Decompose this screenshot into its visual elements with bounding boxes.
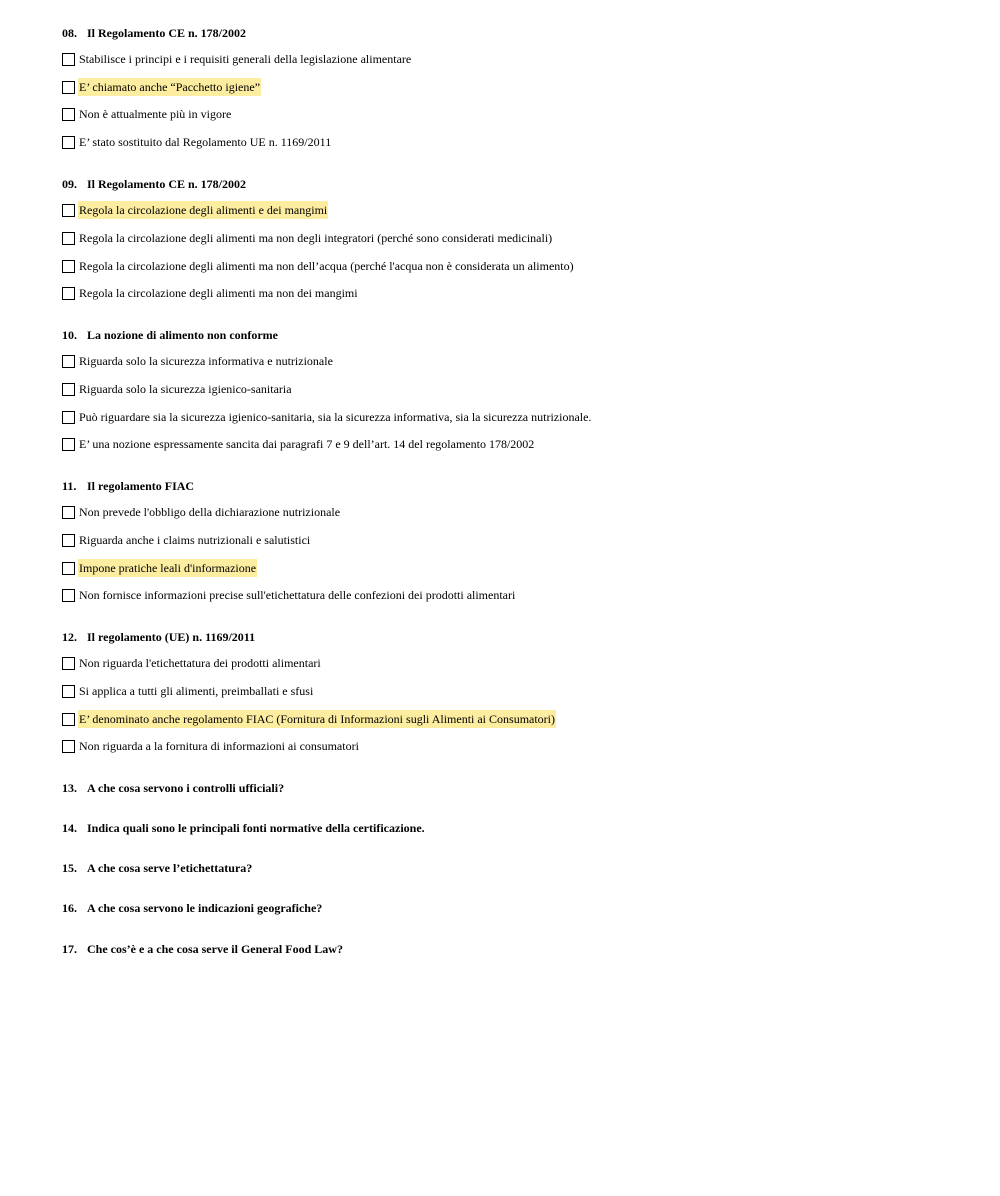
question-number: 15.	[62, 861, 77, 875]
question-title	[62, 941, 343, 957]
answer-checkbox[interactable]	[62, 260, 75, 273]
answer-option-text-highlighted: Regola la circolazione degli alimenti e dei mangimi	[79, 203, 328, 217]
question-number: 16.	[62, 901, 77, 915]
answer-option-text: Può riguardare sia la sicurezza igienico-sanitaria, sia la sicurezza informativa, sia la sicurezza nutrizionale.	[79, 410, 592, 424]
question-title	[62, 900, 322, 916]
question-text: Il Regolamento CE n. 178/2002	[87, 177, 246, 191]
answer-option-text: E’ una nozione espressamente sancita dai paragrafi 7 e 9 dell’art. 14 del regolamento 178/2002	[79, 437, 535, 451]
question-title	[62, 176, 246, 192]
answer-checkbox[interactable]	[62, 383, 75, 396]
question-text: La nozione di alimento non conforme	[87, 328, 278, 342]
answer-option[interactable]	[62, 229, 553, 247]
answer-option[interactable]	[62, 435, 535, 453]
question-text: A che cosa servono i controlli ufficiali?	[87, 781, 285, 795]
question-text: A che cosa servono le indicazioni geografiche?	[87, 901, 323, 915]
question-text: Indica quali sono le principali fonti normative della certificazione.	[87, 821, 425, 835]
answer-checkbox[interactable]	[62, 53, 75, 66]
answer-option[interactable]	[62, 201, 328, 219]
question-number: 12.	[62, 630, 77, 644]
answer-option-text-highlighted: E’ chiamato anche “Pacchetto igiene”	[79, 80, 261, 94]
answer-option[interactable]	[62, 503, 341, 521]
answer-option-text-highlighted: E’ denominato anche regolamento FIAC (Fornitura di Informazioni sugli Alimenti ai Consumatori)	[79, 712, 556, 726]
answer-checkbox[interactable]	[62, 534, 75, 547]
question-number: 09.	[62, 177, 77, 191]
answer-option[interactable]	[62, 559, 257, 577]
answer-option-text: Stabilisce i principi e i requisiti generali della legislazione alimentare	[79, 52, 412, 66]
answer-checkbox[interactable]	[62, 355, 75, 368]
answer-checkbox[interactable]	[62, 204, 75, 217]
answer-option-text: Regola la circolazione degli alimenti ma non dell’acqua (perché l'acqua non è considerata un alimento)	[79, 259, 574, 273]
answer-option-text: Non riguarda a la fornitura di informazioni ai consumatori	[79, 739, 359, 753]
answer-option[interactable]	[62, 78, 261, 96]
answer-checkbox[interactable]	[62, 506, 75, 519]
question-number: 11.	[62, 479, 77, 493]
question-number: 08.	[62, 26, 77, 40]
answer-checkbox[interactable]	[62, 657, 75, 670]
answer-checkbox[interactable]	[62, 136, 75, 149]
answer-checkbox[interactable]	[62, 287, 75, 300]
answer-checkbox[interactable]	[62, 108, 75, 121]
question-number: 10.	[62, 328, 77, 342]
question-text: A che cosa serve l’etichettatura?	[87, 861, 253, 875]
answer-option[interactable]	[62, 50, 412, 68]
answer-option-text: Regola la circolazione degli alimenti ma non dei mangimi	[79, 286, 358, 300]
answer-option[interactable]	[62, 105, 232, 123]
answer-option[interactable]	[62, 133, 332, 151]
answer-option[interactable]	[62, 380, 293, 398]
question-title	[62, 820, 425, 836]
answer-option-text: Non è attualmente più in vigore	[79, 107, 232, 121]
answer-checkbox[interactable]	[62, 438, 75, 451]
answer-option-text: Non fornisce informazioni precise sull'etichettatura delle confezioni dei prodotti alimentari	[79, 588, 516, 602]
question-title	[62, 327, 278, 343]
answer-option-text: Non riguarda l'etichettatura dei prodotti alimentari	[79, 656, 321, 670]
answer-option[interactable]	[62, 408, 592, 426]
question-number: 13.	[62, 781, 77, 795]
answer-checkbox[interactable]	[62, 713, 75, 726]
answer-option[interactable]	[62, 710, 556, 728]
answer-checkbox[interactable]	[62, 562, 75, 575]
answer-option-text: Non prevede l'obbligo della dichiarazione nutrizionale	[79, 505, 341, 519]
question-title	[62, 860, 252, 876]
question-title	[62, 629, 255, 645]
question-text: Il regolamento FIAC	[87, 479, 195, 493]
answer-option-text: E’ stato sostituito dal Regolamento UE n. 1169/2011	[79, 135, 332, 149]
answer-option[interactable]	[62, 531, 311, 549]
question-title	[62, 780, 284, 796]
answer-option-text: Si applica a tutti gli alimenti, preimballati e sfusi	[79, 684, 314, 698]
answer-option-text-highlighted: Impone pratiche leali d'informazione	[79, 561, 257, 575]
answer-option[interactable]	[62, 682, 314, 700]
answer-option-text: Riguarda solo la sicurezza informativa e nutrizionale	[79, 354, 333, 368]
question-number: 17.	[62, 942, 77, 956]
answer-checkbox[interactable]	[62, 411, 75, 424]
answer-option[interactable]	[62, 737, 360, 755]
question-text: Che cos’è e a che cosa serve il General Food Law?	[87, 942, 343, 956]
question-number: 14.	[62, 821, 77, 835]
answer-option[interactable]	[62, 586, 516, 604]
answer-option[interactable]	[62, 654, 322, 672]
answer-checkbox[interactable]	[62, 589, 75, 602]
answer-checkbox[interactable]	[62, 685, 75, 698]
answer-checkbox[interactable]	[62, 232, 75, 245]
question-text: Il regolamento (UE) n. 1169/2011	[87, 630, 256, 644]
question-title	[62, 478, 194, 494]
question-text: Il Regolamento CE n. 178/2002	[87, 26, 246, 40]
answer-checkbox[interactable]	[62, 81, 75, 94]
answer-option-text: Riguarda solo la sicurezza igienico-sanitaria	[79, 382, 292, 396]
answer-option[interactable]	[62, 352, 334, 370]
answer-option-text: Riguarda anche i claims nutrizionali e salutistici	[79, 533, 311, 547]
answer-option-text: Regola la circolazione degli alimenti ma non degli integratori (perché sono considerati medicinali)	[79, 231, 553, 245]
question-title	[62, 25, 246, 41]
answer-option[interactable]	[62, 257, 575, 275]
answer-checkbox[interactable]	[62, 740, 75, 753]
answer-option[interactable]	[62, 284, 359, 302]
